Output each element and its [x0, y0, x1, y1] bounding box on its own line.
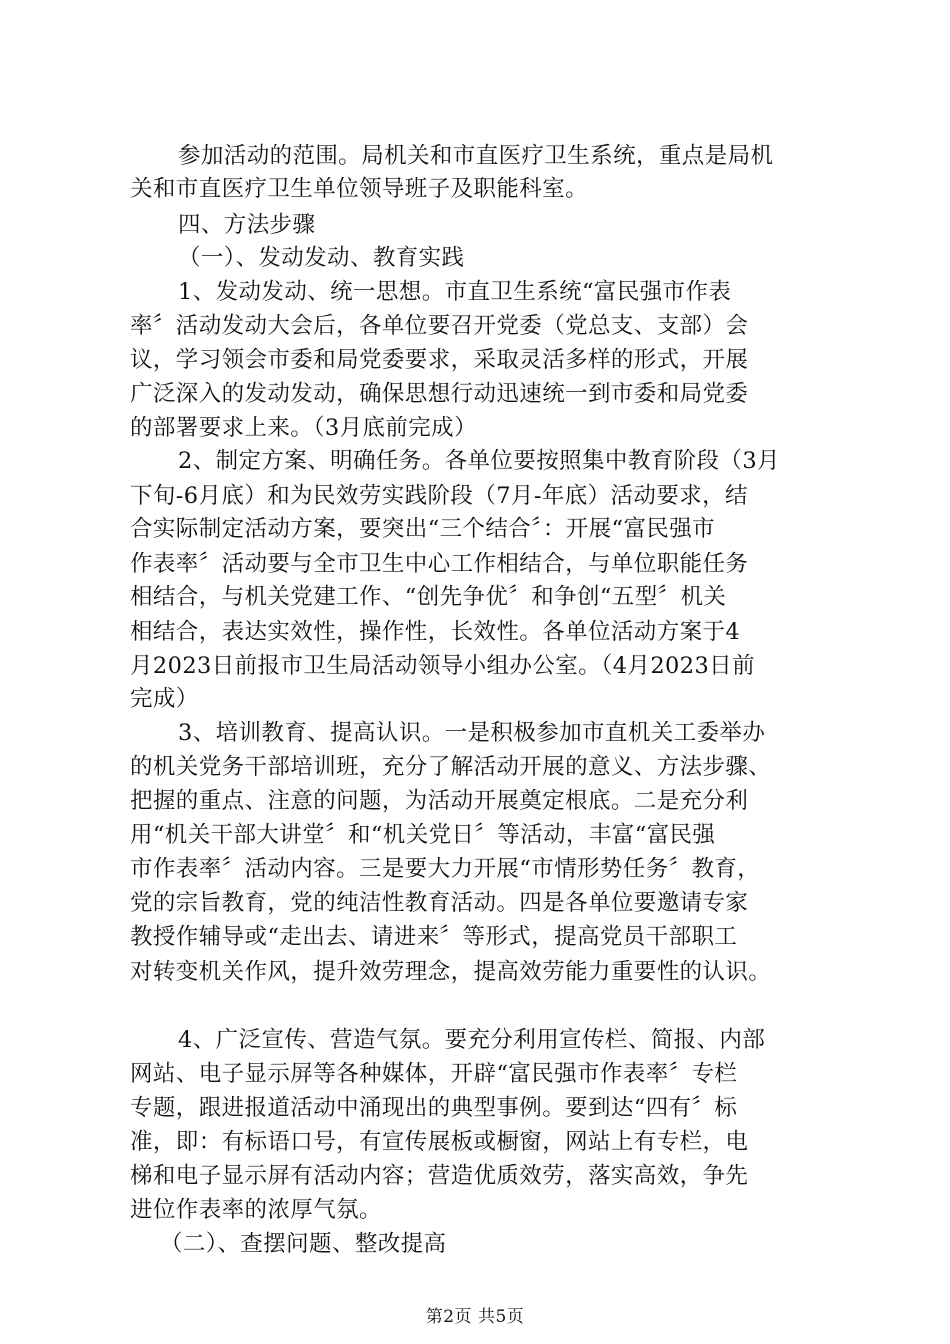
text-line: 相结合，与机关党建工作、“创先争优〞和争创“五型〞机关 — [130, 584, 727, 610]
text-line: 完成） — [130, 686, 199, 712]
text-line: 参加活动的范围。局机关和市直医疗卫生系统，重点是局机 — [178, 143, 774, 169]
text-line: 3、培训教育、提高认识。一是积极参加市直机关工委举办 — [178, 720, 766, 746]
text-line: 2、制定方案、明确任务。各单位要按照集中教育阶段（3月 — [178, 448, 780, 474]
text-line: 对转变机关作风，提升效劳理念，提高效劳能力重要性的认识。 — [130, 959, 772, 985]
text-line: 教授作辅导或“走出去、请进来〞等形式，提高党员干部职工 — [130, 924, 738, 950]
page-footer — [0, 1302, 950, 1327]
text-line: 的部署要求上来。（3月底前完成） — [130, 415, 477, 441]
text-line: 梯和电子显示屏有活动内容；营造优质效劳，落实高效，争先 — [130, 1163, 749, 1189]
text-line: （二）、查摆问题、整改提高 — [160, 1231, 447, 1257]
text-line: 进位作表率的浓厚气氛。 — [130, 1197, 382, 1223]
text-line: 相结合，表达实效性，操作性，长效性。各单位活动方案于4 — [130, 619, 741, 645]
text-line: 1、发动发动、统一思想。市直卫生系统“富民强市作表 — [178, 279, 732, 305]
text-line: 把握的重点、注意的问题，为活动开展奠定根底。二是充分利 — [130, 788, 749, 814]
text-line: 市作表率〞活动内容。三是要大力开展“市情形势任务〞教育， — [130, 856, 761, 882]
text-line: 率〞活动发动大会后，各单位要召开党委（党总支、支部）会 — [130, 313, 749, 339]
text-line: 合实际制定活动方案，要突出“三个结合〞：开展“富民强市 — [130, 516, 716, 542]
text-line: 用“机关干部大讲堂〞和“机关党日〞等活动，丰富“富民强 — [130, 822, 716, 848]
text-line: 关和市直医疗卫生单位领导班子及职能科室。 — [130, 176, 589, 202]
text-line: 的机关党务干部培训班，充分了解活动开展的意义、方法步骤、 — [130, 754, 772, 780]
text-line: 准，即：有标语口号，有宣传展板或橱窗，网站上有专栏，电 — [130, 1129, 749, 1155]
page-number-label: 第2页 共5页 — [425, 1307, 525, 1327]
text-line: 专题，跟进报道活动中涌现出的典型事例。要到达“四有〞标 — [130, 1095, 738, 1121]
text-line: 网站、电子显示屏等各种媒体，开辟“富民强市作表率〞专栏 — [130, 1061, 738, 1087]
text-line: 议，学习领会市委和局党委要求，采取灵活多样的形式，开展 — [130, 347, 749, 373]
text-line: 月2023日前报市卫生局活动领导小组办公室。（4月2023日前 — [130, 653, 755, 679]
text-line: 作表率〞活动要与全市卫生中心工作相结合，与单位职能任务 — [130, 551, 749, 577]
text-line: 广泛深入的发动发动，确保思想行动迅速统一到市委和局党委 — [130, 381, 749, 407]
text-line: 党的宗旨教育，党的纯洁性教育活动。四是各单位要邀请专家 — [130, 890, 749, 916]
text-line: 四、方法步骤 — [178, 212, 316, 238]
text-line: 4、广泛宣传、营造气氛。要充分利用宣传栏、简报、内部 — [178, 1027, 766, 1053]
text-line: 下旬-6月底）和为民效劳实践阶段（7月-年底）活动要求，结 — [130, 483, 748, 509]
text-line: （一）、发动发动、教育实践 — [178, 245, 465, 271]
